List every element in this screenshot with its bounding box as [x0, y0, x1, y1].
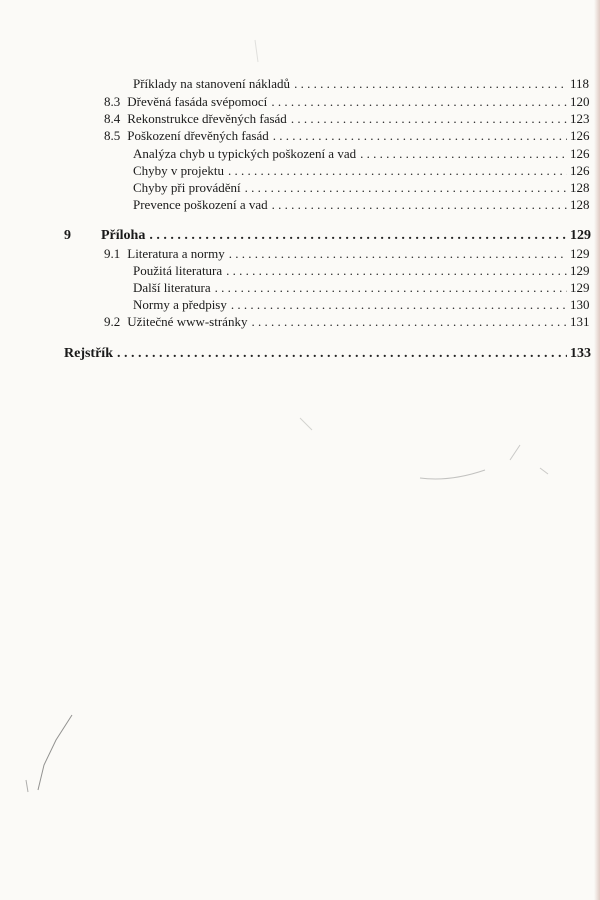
toc-entry-page: 129 — [570, 280, 590, 295]
toc-entry[interactable] — [133, 297, 588, 313]
toc-entry[interactable] — [133, 163, 588, 179]
toc-entry-page: 129 — [570, 263, 590, 278]
toc-entry-page: 131 — [570, 314, 590, 329]
toc-entry-page: 129 — [570, 246, 590, 261]
toc-dot-leader — [251, 314, 567, 330]
toc-index-page: 133 — [570, 346, 591, 361]
toc-entry-page: 126 — [570, 146, 590, 161]
toc-entry-page: 126 — [570, 163, 590, 178]
toc-entry-title: Poškození dřevěných fasád — [127, 128, 269, 143]
toc-chapter-entry[interactable] — [64, 228, 591, 244]
toc-entry-page: 123 — [570, 111, 590, 126]
toc-entry[interactable] — [104, 111, 588, 127]
toc-entry[interactable] — [133, 280, 588, 296]
toc-entry-title: Použitá literatura — [133, 263, 223, 278]
toc-entry-number: 9.2 — [104, 314, 121, 329]
toc-dot-leader — [228, 163, 567, 179]
toc-entry[interactable] — [133, 197, 588, 213]
toc-dot-leader — [271, 94, 567, 110]
toc-entry-title: Literatura a normy — [127, 246, 225, 261]
toc-entry-number: 8.3 — [104, 94, 121, 109]
toc-entry-title: Normy a předpisy — [133, 297, 227, 312]
toc-entry-page: 120 — [570, 94, 590, 109]
toc-entry[interactable] — [104, 128, 588, 144]
toc-chapter-page: 129 — [570, 228, 591, 243]
toc-dot-leader — [360, 146, 567, 162]
toc-entry-title: Prevence poškození a vad — [133, 197, 268, 212]
toc-entry-title: Rekonstrukce dřevěných fasád — [127, 111, 287, 126]
toc-entry[interactable] — [133, 263, 588, 279]
toc-entry-title: Užitečné www-stránky — [127, 314, 248, 329]
toc-entry[interactable] — [104, 94, 588, 110]
toc-entry[interactable] — [104, 314, 588, 330]
toc-entry-number: 8.5 — [104, 128, 121, 143]
toc-index-entry[interactable] — [64, 346, 591, 362]
toc-entry[interactable] — [104, 246, 588, 262]
page-edge-shadow — [594, 0, 600, 900]
toc-entry-title: Další literatura — [133, 280, 211, 295]
toc-dot-leader — [226, 263, 567, 279]
toc-entry-page: 130 — [570, 297, 590, 312]
toc-entry[interactable] — [133, 146, 588, 162]
toc-entry[interactable] — [133, 180, 588, 196]
toc-chapter-title: Příloha — [101, 228, 146, 243]
toc-entry[interactable] — [133, 76, 588, 92]
toc-dot-leader — [291, 111, 567, 127]
toc-entry-page: 128 — [570, 197, 590, 212]
toc-dot-leader — [149, 228, 567, 244]
toc-entry-page: 128 — [570, 180, 590, 195]
toc-dot-leader — [272, 197, 567, 213]
toc-dot-leader — [229, 246, 567, 262]
toc-entry-title: Analýza chyb u typických poškození a vad — [133, 146, 357, 161]
toc-entry-title: Chyby při provádění — [133, 180, 241, 195]
toc-entry-number: 9.1 — [104, 246, 121, 261]
toc-entry-number: 8.4 — [104, 111, 121, 126]
toc-index-title: Rejstřík — [64, 346, 113, 361]
toc-dot-leader — [273, 128, 567, 144]
toc-dot-leader — [117, 346, 567, 362]
toc-entry-title: Příklady na stanovení nákladů — [133, 76, 291, 91]
toc-entry-page: 118 — [570, 76, 590, 91]
toc-chapter-number: 9 — [64, 228, 71, 243]
toc-entry-title: Chyby v projektu — [133, 163, 224, 178]
toc-dot-leader — [231, 297, 567, 313]
toc-entry-title: Dřevěná fasáda svépomocí — [127, 94, 268, 109]
toc-dot-leader — [215, 280, 567, 296]
toc-dot-leader — [245, 180, 567, 196]
toc-dot-leader — [294, 76, 567, 92]
toc-entry-page: 126 — [570, 128, 590, 143]
